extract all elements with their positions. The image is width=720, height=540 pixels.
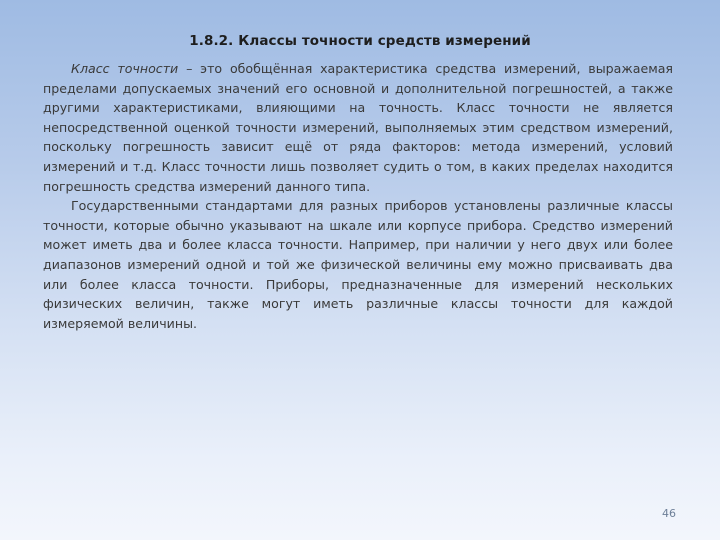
page-number: 46: [662, 507, 676, 520]
slide-body: [43, 59, 673, 333]
slide-title: 1.8.2. Классы точности средств измерений: [189, 33, 531, 49]
paragraph-standards: Государственными стандартами для разных приборов установлены различные классы точности, которые обычно указывают на шкале или корпусе прибора. Средство измерений может иметь два и более класса точности. Например, при наличии у него двух или более диапазонов измерений одной и той же физической величины ему можно присваивать два или более класса точности. Приборы, предназначенные для измерений нескольких физических величин, также могут иметь различные классы точности для каждой измеряемой величины.: [43, 198, 673, 331]
term-accuracy-class: Класс точности: [71, 61, 179, 76]
definition-text: – это обобщённая характеристика средства измерений, выражаемая пределами допускаемых значений его основной и дополнительной погрешностей, а также другими характеристиками, влияющими на точность. Класс точности не является непосредственной оценкой точности измерений, выполняемых этим средством измерений, поскольку погрешность зависит ещё от ряда факторов: метода измерений, условий измерений и т.д. Класс точности лишь позволяет судить о том, в каких пределах находится погрешность средства измерений данного типа.: [43, 61, 673, 194]
paragraph-definition: [43, 59, 673, 196]
